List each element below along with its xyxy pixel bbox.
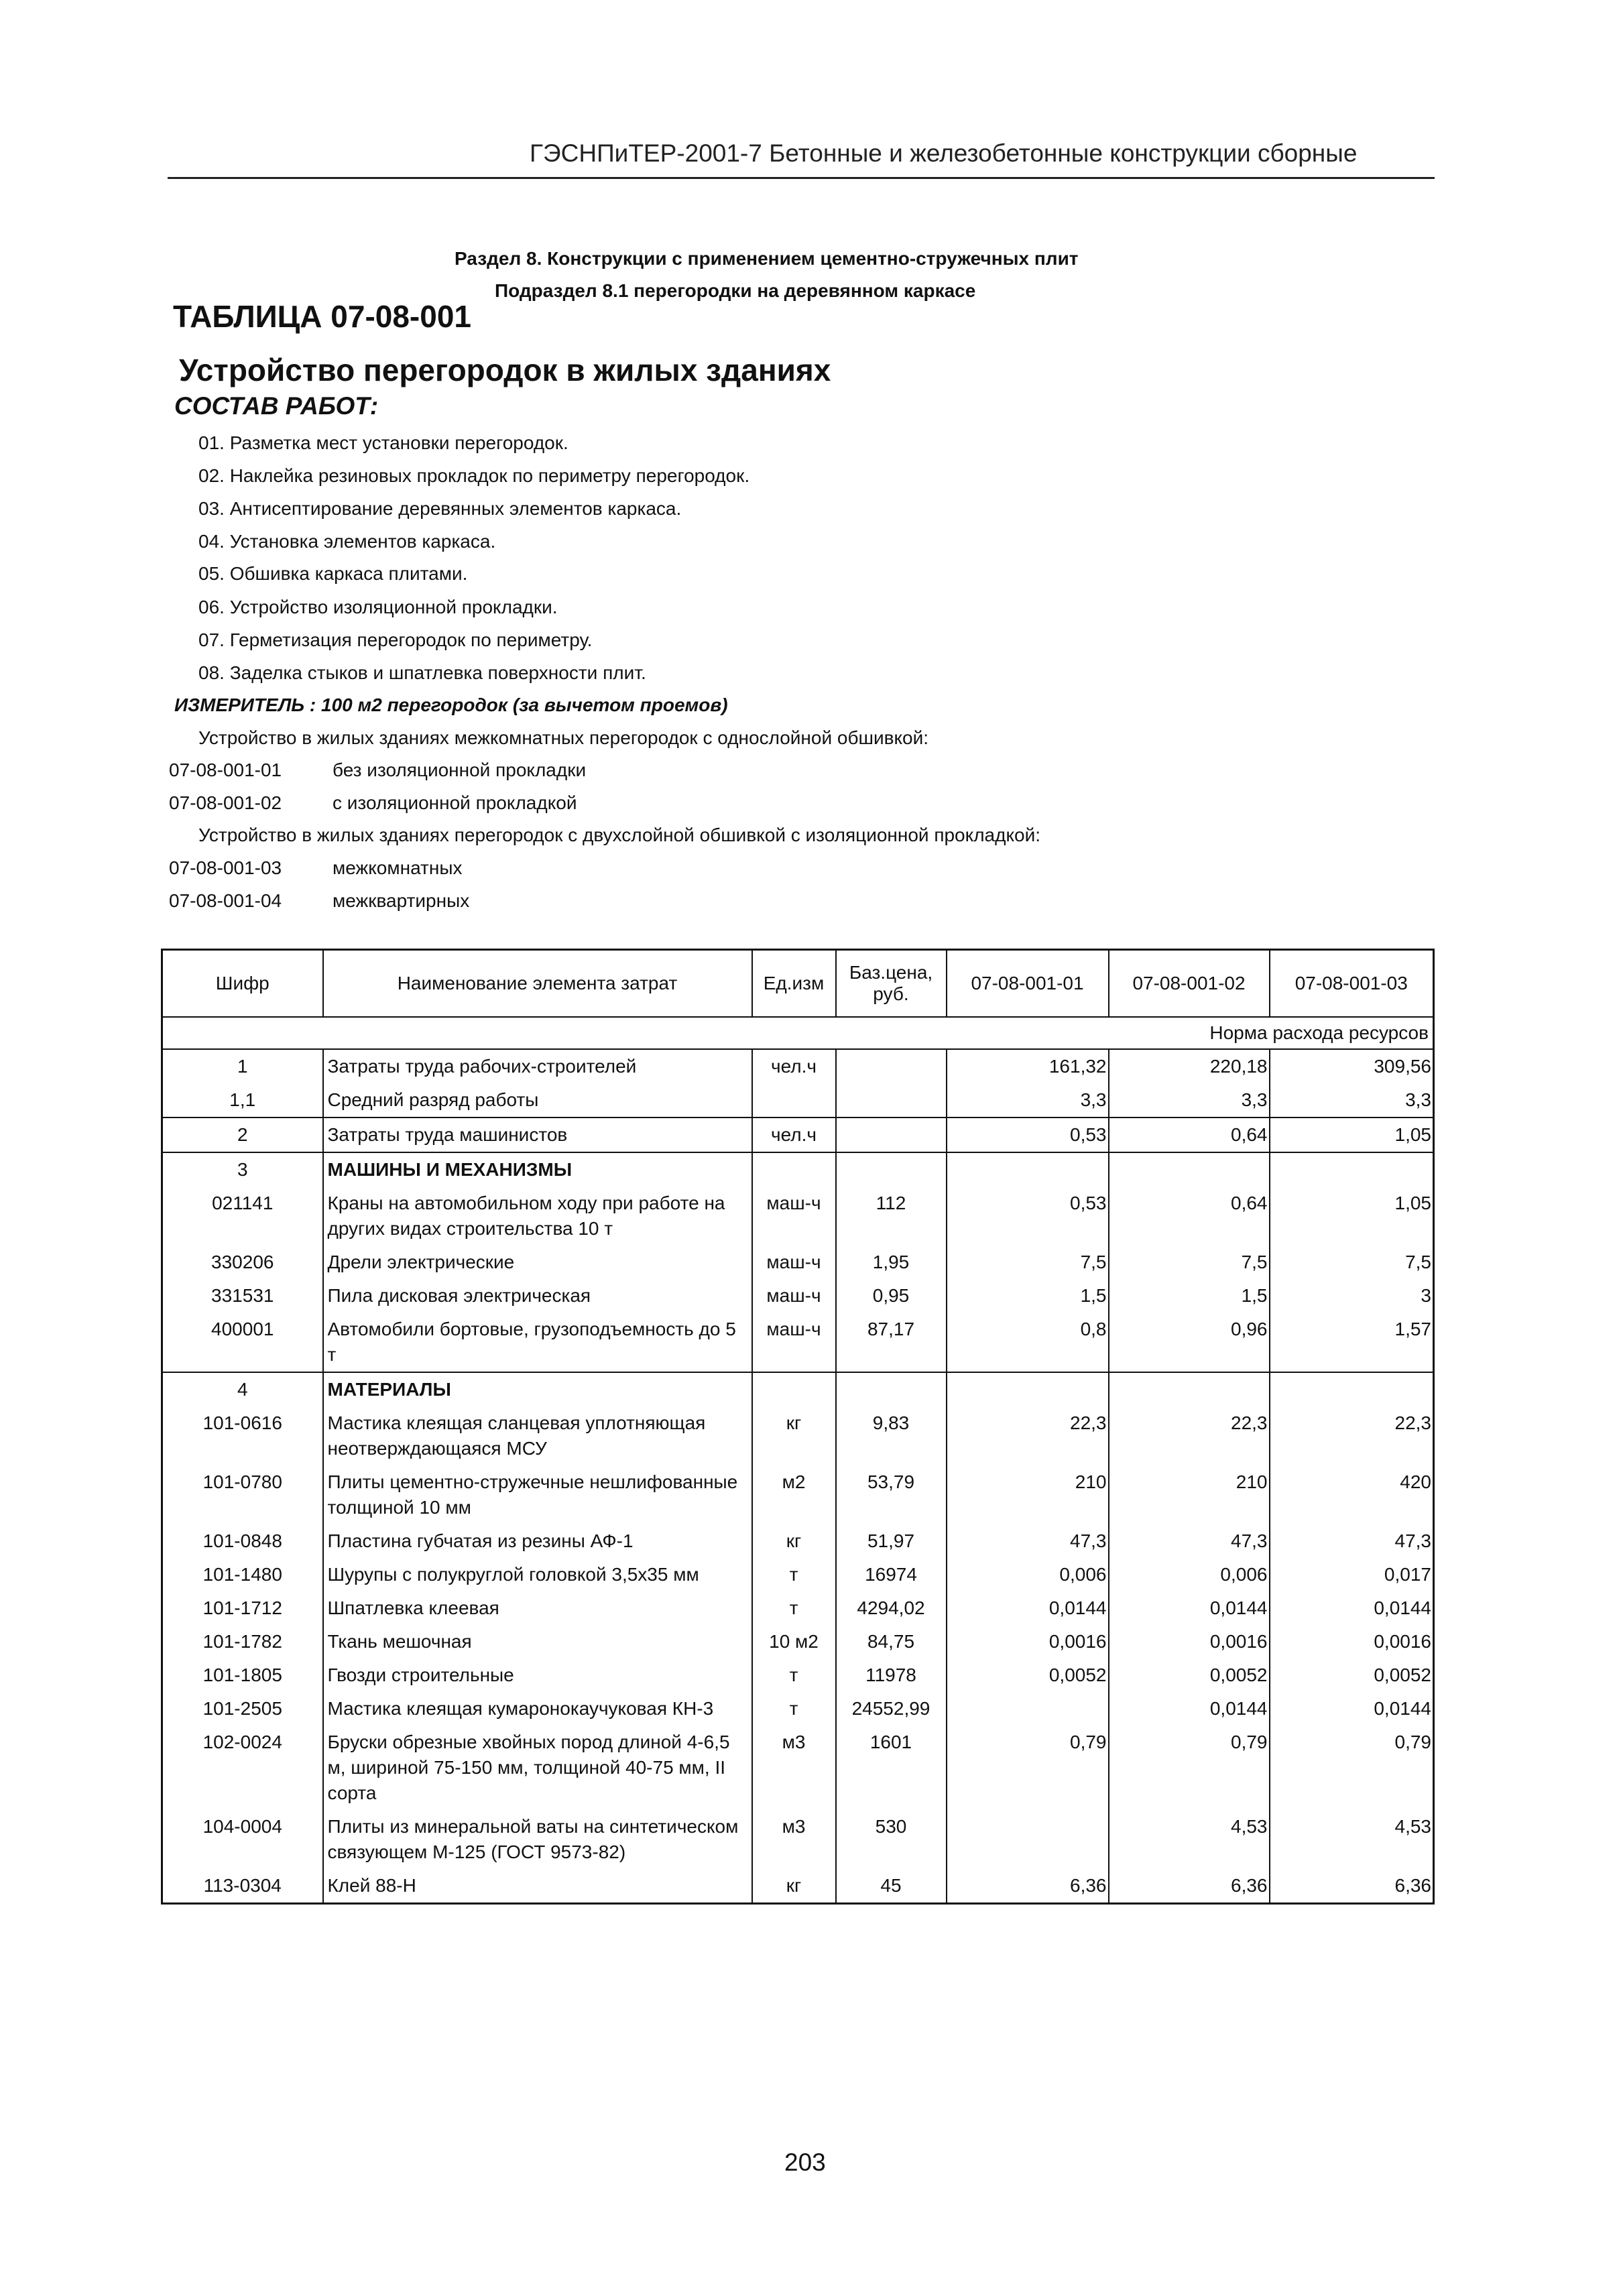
table-row [162, 1313, 1434, 1372]
header-rule [168, 177, 1435, 179]
row-price [836, 1049, 947, 1083]
table-row [162, 1246, 1434, 1279]
table-row [162, 1726, 1434, 1810]
row-code: 2 [162, 1117, 323, 1152]
row-value-01: 0,0144 [947, 1591, 1109, 1625]
table-row [162, 1558, 1434, 1591]
row-value-03 [1270, 1152, 1434, 1187]
row-price [836, 1372, 947, 1406]
row-name: Затраты труда машинистов [323, 1117, 752, 1152]
row-unit: маш-ч [752, 1246, 836, 1279]
table-row [162, 1406, 1434, 1465]
row-name: Клей 88-Н [323, 1869, 752, 1904]
row-value-02 [1109, 1372, 1270, 1406]
row-code: 330206 [211, 1251, 274, 1272]
row-value-02: 0,64 [1109, 1187, 1270, 1246]
variant-group-heading: Устройство в жилых зданиях межкомнатных перегородок с однослойной обшивкой: [198, 727, 929, 748]
work-item: 04. Установка элементов каркаса. [198, 531, 496, 552]
running-header: ГЭСНПиТЕР-2001-7 Бетонные и железобетонные конструкции сборные [530, 139, 1358, 167]
row-value-03: 1,57 [1270, 1313, 1434, 1372]
row-price: 112 [836, 1187, 947, 1246]
row-value-01: 0,53 [947, 1117, 1109, 1152]
row-unit [752, 1372, 836, 1406]
table-row [162, 1083, 1434, 1117]
row-value-01: 161,32 [947, 1049, 1109, 1083]
row-code: 101-1782 [202, 1630, 282, 1652]
row-value-03: 4,53 [1270, 1810, 1434, 1869]
row-name: МАШИНЫ И МЕХАНИЗМЫ [323, 1152, 752, 1187]
row-value-02: 0,0144 [1109, 1692, 1270, 1726]
row-name: Мастика клеящая кумаронокаучуковая КН-3 [323, 1692, 752, 1726]
row-value-02: 4,53 [1109, 1810, 1270, 1869]
row-value-01: 6,36 [947, 1869, 1109, 1904]
row-code: 101-1805 [202, 1664, 282, 1685]
works-heading: СОСТАВ РАБОТ: [174, 392, 379, 420]
row-name: Затраты труда рабочих-строителей [323, 1049, 752, 1083]
row-code: 400001 [211, 1318, 274, 1339]
row-price [836, 1117, 947, 1152]
table-row [162, 1049, 1434, 1083]
row-code: 101-0780 [202, 1471, 282, 1492]
table-row [162, 1117, 1434, 1152]
row-price: 16974 [836, 1558, 947, 1591]
variant-name: межкомнатных [333, 857, 463, 878]
row-value-01: 1,5 [947, 1279, 1109, 1313]
variant-group-heading: Устройство в жилых зданиях перегородок с двухслойной обшивкой с изоляционной прокладкой: [198, 825, 1040, 845]
row-value-01: 0,006 [947, 1558, 1109, 1591]
work-item: 06. Устройство изоляционной прокладки. [198, 597, 558, 617]
row-unit: т [752, 1658, 836, 1692]
row-value-03: 309,56 [1270, 1049, 1434, 1083]
row-value-01: 0,0052 [947, 1658, 1109, 1692]
variant-code: 07-08-001-03 [169, 857, 282, 878]
row-value-03: 47,3 [1270, 1524, 1434, 1558]
row-value-03: 0,0144 [1270, 1591, 1434, 1625]
row-value-02: 0,96 [1109, 1313, 1270, 1372]
row-price: 0,95 [836, 1279, 947, 1313]
subsection-title: Подраздел 8.1 перегородки на деревянном каркасе [495, 280, 976, 301]
table-row [162, 1625, 1434, 1658]
row-name: Мастика клеящая сланцевая уплотняющая неотверждающаяся МСУ [323, 1406, 752, 1465]
row-value-03: 1,05 [1270, 1117, 1434, 1152]
row-code: 101-0848 [202, 1530, 282, 1551]
row-unit [752, 1083, 836, 1117]
row-value-01 [947, 1372, 1109, 1406]
row-value-02: 210 [1109, 1465, 1270, 1524]
table-row [162, 1279, 1434, 1313]
table-row [162, 1152, 1434, 1187]
row-code: 1 [237, 1055, 248, 1077]
row-value-03 [1270, 1372, 1434, 1406]
row-unit: маш-ч [752, 1187, 836, 1246]
work-item: 07. Герметизация перегородок по периметру. [198, 629, 593, 650]
norma-label: Норма расхода ресурсов [162, 1017, 1434, 1049]
row-name: Пластина губчатая из резины АФ-1 [323, 1524, 752, 1558]
row-value-02: 0,0016 [1109, 1625, 1270, 1658]
row-price: 87,17 [836, 1313, 947, 1372]
row-value-02: 0,0144 [1109, 1591, 1270, 1625]
table-row [162, 1658, 1434, 1692]
row-value-02: 1,5 [1109, 1279, 1270, 1313]
row-name: Автомобили бортовые, грузоподъемность до 5 т [323, 1313, 752, 1372]
row-value-02: 0,64 [1109, 1117, 1270, 1152]
row-unit: чел.ч [752, 1049, 836, 1083]
table-code: ТАБЛИЦА 07-08-001 [173, 299, 471, 334]
row-value-02: 0,006 [1109, 1558, 1270, 1591]
row-value-02: 0,79 [1109, 1726, 1270, 1810]
row-value-03: 6,36 [1270, 1869, 1434, 1904]
row-name: Плиты из минеральной ваты на синтетическом связующем М-125 (ГОСТ 9573-82) [323, 1810, 752, 1869]
row-code: 3 [162, 1152, 323, 1187]
row-value-01: 0,0016 [947, 1625, 1109, 1658]
row-name: Краны на автомобильном ходу при работе на других видах строительства 10 т [323, 1187, 752, 1246]
row-value-03: 3,3 [1270, 1083, 1434, 1117]
column-header: 07-08-001-01 [947, 950, 1109, 1017]
row-price [836, 1152, 947, 1187]
table-header-row [162, 950, 1434, 1017]
row-name: МАТЕРИАЛЫ [323, 1372, 752, 1406]
row-value-02: 7,5 [1109, 1246, 1270, 1279]
row-price: 51,97 [836, 1524, 947, 1558]
table-row [162, 1187, 1434, 1246]
row-code: 104-0004 [202, 1815, 282, 1837]
row-name: Дрели электрические [323, 1246, 752, 1279]
row-unit: м2 [752, 1465, 836, 1524]
row-unit: м3 [752, 1726, 836, 1810]
variant-code: 07-08-001-04 [169, 890, 282, 911]
row-value-03: 0,79 [1270, 1726, 1434, 1810]
variant-name: межквартирных [333, 890, 470, 911]
row-price: 1601 [836, 1726, 947, 1810]
row-value-02: 220,18 [1109, 1049, 1270, 1083]
row-unit: т [752, 1591, 836, 1625]
row-name: Шпатлевка клеевая [323, 1591, 752, 1625]
row-code: 021141 [212, 1192, 274, 1213]
column-header: Шифр [162, 950, 323, 1017]
row-unit: кг [752, 1406, 836, 1465]
document-title: Устройство перегородок в жилых зданиях [179, 353, 831, 387]
column-header: 07-08-001-03 [1270, 950, 1434, 1017]
row-code: 101-2505 [202, 1697, 282, 1719]
row-value-02: 22,3 [1109, 1406, 1270, 1465]
row-unit: 10 м2 [752, 1625, 836, 1658]
row-code: 1,1 [229, 1089, 256, 1110]
variant-code: 07-08-001-02 [169, 792, 282, 813]
row-value-01 [947, 1152, 1109, 1187]
resource-table [161, 949, 1435, 1905]
work-item: 08. Заделка стыков и шпатлевка поверхности плит. [198, 662, 646, 683]
row-name: Плиты цементно-стружечные нешлифованные толщиной 10 мм [323, 1465, 752, 1524]
table-row [162, 1810, 1434, 1869]
row-unit [752, 1152, 836, 1187]
work-item: 01. Разметка мест установки перегородок. [198, 432, 568, 453]
table-row [162, 1465, 1434, 1524]
column-header: Наименование элемента затрат [323, 950, 752, 1017]
row-name: Средний разряд работы [323, 1083, 752, 1117]
row-unit: кг [752, 1869, 836, 1904]
row-code: 4 [162, 1372, 323, 1406]
row-value-01 [947, 1692, 1109, 1726]
table-row [162, 1372, 1434, 1406]
row-unit: т [752, 1692, 836, 1726]
section-title: Раздел 8. Конструкции с применением цементно-стружечных плит [455, 248, 1079, 269]
row-value-01: 0,79 [947, 1726, 1109, 1810]
row-value-02: 6,36 [1109, 1869, 1270, 1904]
row-name: Ткань мешочная [323, 1625, 752, 1658]
row-code: 102-0024 [202, 1731, 282, 1752]
row-value-01: 210 [947, 1465, 1109, 1524]
column-header: Баз.цена, руб. [836, 950, 947, 1017]
row-unit: маш-ч [752, 1279, 836, 1313]
row-code: 101-1480 [202, 1563, 282, 1585]
column-header: 07-08-001-02 [1109, 950, 1270, 1017]
measure-unit: ИЗМЕРИТЕЛЬ : 100 м2 перегородок (за вычетом проемов) [174, 694, 728, 715]
row-code: 331531 [211, 1284, 274, 1306]
row-price: 9,83 [836, 1406, 947, 1465]
row-value-01: 3,3 [947, 1083, 1109, 1117]
table-row [162, 1692, 1434, 1726]
row-price: 4294,02 [836, 1591, 947, 1625]
row-name: Гвозди строительные [323, 1658, 752, 1692]
row-value-01: 22,3 [947, 1406, 1109, 1465]
variant-name: без изоляционной прокладки [333, 760, 587, 780]
variant-name: с изоляционной прокладкой [333, 792, 577, 813]
row-value-03: 3 [1270, 1279, 1434, 1313]
row-value-02: 3,3 [1109, 1083, 1270, 1117]
row-code: 101-0616 [202, 1412, 282, 1433]
row-price: 84,75 [836, 1625, 947, 1658]
table-body [162, 1017, 1434, 1904]
row-unit: т [752, 1558, 836, 1591]
variant-code: 07-08-001-01 [169, 760, 282, 780]
table-row [162, 1591, 1434, 1625]
row-name: Бруски обрезные хвойных пород длиной 4-6,5 м, шириной 75-150 мм, толщиной 40-75 мм, II сорта [323, 1726, 752, 1810]
column-header: Ед.изм [752, 950, 836, 1017]
row-value-03: 0,017 [1270, 1558, 1434, 1591]
row-value-03: 0,0016 [1270, 1625, 1434, 1658]
row-name: Шурупы с полукруглой головкой 3,5х35 мм [323, 1558, 752, 1591]
row-code: 113-0304 [203, 1874, 282, 1896]
row-price: 24552,99 [836, 1692, 947, 1726]
row-value-02: 47,3 [1109, 1524, 1270, 1558]
row-price: 1,95 [836, 1246, 947, 1279]
row-price: 11978 [836, 1658, 947, 1692]
row-name: Пила дисковая электрическая [323, 1279, 752, 1313]
row-value-02: 0,0052 [1109, 1658, 1270, 1692]
row-value-01: 0,8 [947, 1313, 1109, 1372]
row-unit: чел.ч [752, 1117, 836, 1152]
row-price: 53,79 [836, 1465, 947, 1524]
page-number: 203 [784, 2149, 826, 2176]
work-item: 02. Наклейка резиновых прокладок по периметру перегородок. [198, 465, 750, 486]
row-value-01: 7,5 [947, 1246, 1109, 1279]
row-value-01: 47,3 [947, 1524, 1109, 1558]
row-value-03: 22,3 [1270, 1406, 1434, 1465]
work-item: 05. Обшивка каркаса плитами. [198, 563, 468, 584]
row-price: 530 [836, 1810, 947, 1869]
row-value-03: 420 [1270, 1465, 1434, 1524]
row-value-02 [1109, 1152, 1270, 1187]
row-value-03: 0,0052 [1270, 1658, 1434, 1692]
row-code: 101-1712 [202, 1597, 282, 1618]
row-unit: маш-ч [752, 1313, 836, 1372]
row-unit: кг [752, 1524, 836, 1558]
table-row [162, 1524, 1434, 1558]
row-value-01 [947, 1810, 1109, 1869]
row-value-03: 1,05 [1270, 1187, 1434, 1246]
row-price: 45 [836, 1869, 947, 1904]
row-value-03: 0,0144 [1270, 1692, 1434, 1726]
work-item: 03. Антисептирование деревянных элементов каркаса. [198, 498, 682, 519]
table-row [162, 1869, 1434, 1904]
row-value-03: 7,5 [1270, 1246, 1434, 1279]
norma-row [162, 1017, 1434, 1049]
row-price [836, 1083, 947, 1117]
row-unit: м3 [752, 1810, 836, 1869]
row-value-01: 0,53 [947, 1187, 1109, 1246]
